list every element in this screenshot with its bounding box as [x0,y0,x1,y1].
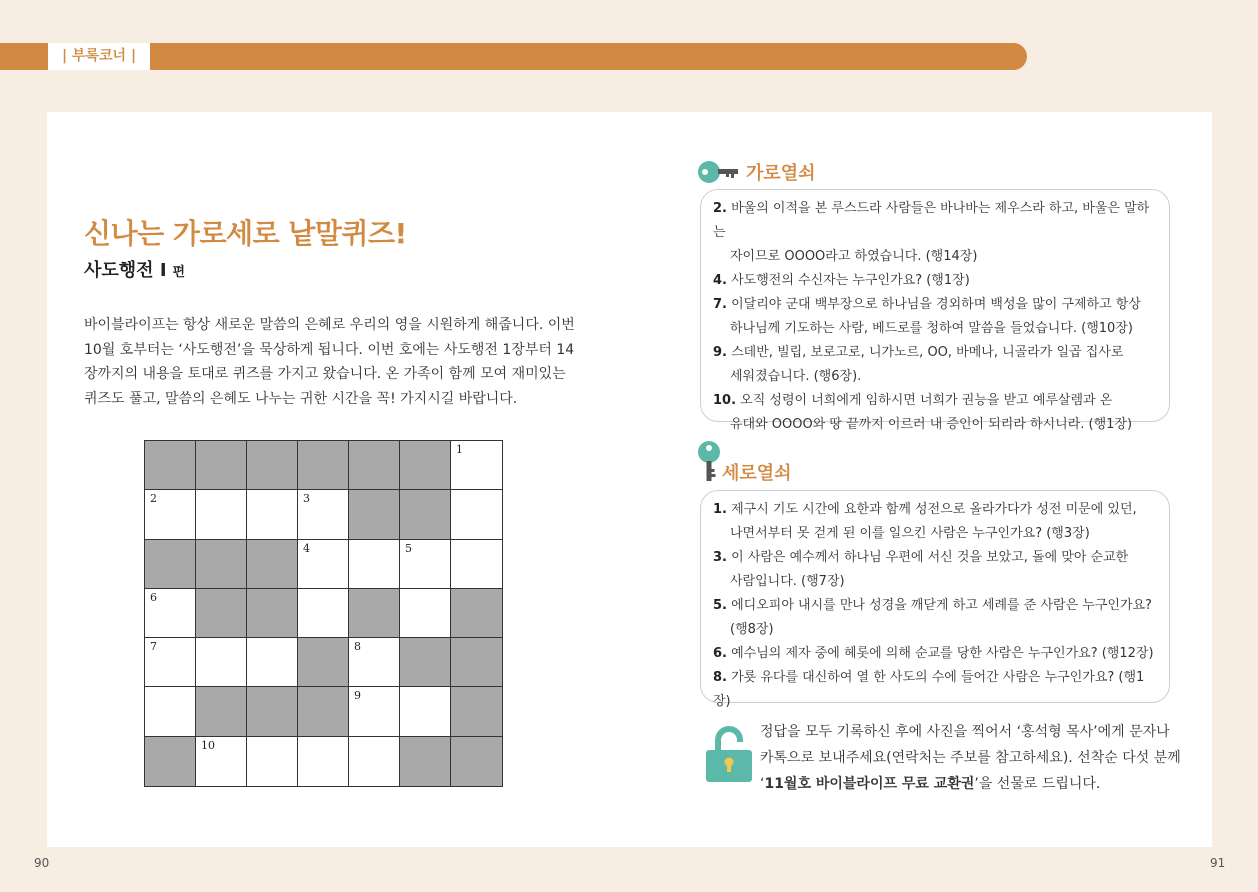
crossword-cell[interactable] [247,638,298,687]
crossword-cell[interactable] [349,687,400,736]
clue-number: 1. [713,502,727,517]
down-heading: 세로열쇠 [722,463,792,484]
crossword-block-cell [349,490,400,539]
across-clue [713,197,1159,269]
clue-number: 6. [713,646,727,661]
crossword-cell[interactable] [451,441,502,490]
crossword-cell[interactable] [196,638,247,687]
crossword-cell[interactable] [298,589,349,638]
across-clue [713,293,1159,341]
page-number-left: 90 [34,856,50,870]
prize-quote-open: ‘ [760,776,765,792]
clue-text: 가룟 유다를 대신하여 열 한 사도의 수에 들어간 사람은 누구인가요? (행1장) [713,670,1145,709]
across-clue [713,341,1159,389]
across-heading: 가로열쇠 [746,163,816,184]
crossword-block-cell [298,687,349,736]
clue-number: 5. [713,598,727,613]
cell-number: 3 [303,492,310,506]
crossword-cell[interactable] [349,540,400,589]
clue-number: 9. [713,345,727,360]
crossword-cell[interactable] [145,490,196,539]
crossword-cell[interactable] [145,638,196,687]
clue-text: 오직 성령이 너희에게 임하시면 너희가 권능을 받고 예루살렘과 온 [740,393,1113,408]
crossword-block-cell [400,441,451,490]
cell-number: 6 [150,590,157,604]
key-icon [697,160,741,184]
clue-text: 사도행전의 수신자는 누구인가요? (행1장) [731,273,970,288]
intro-paragraph [84,313,574,411]
crossword-block-cell [451,687,502,736]
cell-number: 1 [456,443,463,456]
crossword-block-cell [196,687,247,736]
down-clue [713,546,1159,594]
clue-number: 3. [713,550,727,565]
crossword-cell[interactable] [298,737,349,786]
crossword-block-cell [451,737,502,786]
crossword-cell[interactable] [145,589,196,638]
clue-number: 8. [713,670,727,685]
crossword-block-cell [247,687,298,736]
cell-number: 4 [303,541,310,555]
clue-text: 예수님의 제자 중에 헤롯에 의해 순교를 당한 사람은 누구인가요? (행12장) [731,646,1154,661]
clue-number: 2. [713,201,727,216]
crossword-cell[interactable] [400,589,451,638]
down-clue [713,594,1159,642]
crossword-block-cell [196,441,247,490]
crossword-block-cell [145,540,196,589]
intro-line: 퀴즈도 풀고, 말씀의 은혜도 나누는 귀한 시간을 꼭! 가지시길 바랍니다. [84,390,518,407]
subtitle-main: 사도행전 Ⅰ [84,260,167,281]
page-title: 신나는 가로세로 낱말퀴즈! [84,217,407,250]
clue-number: 4. [713,273,727,288]
cell-number: 7 [150,640,157,654]
crossword-cell[interactable] [451,540,502,589]
prize-line: 카톡으로 보내주세요(연락처는 주보를 참고하세요). 선착순 다섯 분께 [760,750,1181,766]
down-clue [713,642,1159,666]
prize-highlight: 11월호 바이블라이프 무료 교환권 [764,776,975,792]
prize-line [760,771,1190,797]
section-tag: | 부록코너 | [48,43,150,70]
crossword-block-cell [349,441,400,490]
crossword-cell[interactable] [196,737,247,786]
crossword-block-cell [451,638,502,687]
page-number-right: 91 [1210,856,1226,870]
cell-number: 8 [354,640,361,654]
clue-text: 세워졌습니다. (행6장). [730,369,862,384]
crossword-block-cell [196,589,247,638]
crossword-cell[interactable] [349,638,400,687]
clue-number: 10. [713,393,737,408]
crossword-block-cell [298,638,349,687]
crossword-block-cell [349,589,400,638]
cell-number: 9 [354,689,361,703]
crossword-grid [144,440,503,787]
crossword-block-cell [451,589,502,638]
crossword-block-cell [400,638,451,687]
cell-number: 5 [405,541,412,555]
crossword-block-cell [196,540,247,589]
down-clues-box [700,490,1170,709]
clue-text: 스데반, 빌립, 보로고로, 니가노르, OO, 바메나, 니골라가 일곱 집사로 [731,345,1124,360]
prize-notice [760,719,1190,797]
across-clues-box [700,189,1170,432]
crossword-cell[interactable] [400,540,451,589]
across-clue [713,389,1159,437]
crossword-block-cell [247,540,298,589]
crossword-cell[interactable] [247,737,298,786]
down-clue [713,498,1159,546]
crossword-block-cell [145,737,196,786]
unlocked-padlock-icon [704,726,754,784]
crossword-cell[interactable] [349,737,400,786]
crossword-block-cell [247,589,298,638]
clue-number: 7. [713,297,727,312]
clue-text: 제구시 기도 시간에 요한과 함께 성전으로 올라가다가 성전 미문에 있던, [731,502,1137,517]
clue-text: 에디오피아 내시를 만나 성경을 깨닫게 하고 세례를 준 사람은 누구인가요? [731,598,1152,613]
clue-text: 이 사람은 예수께서 하나님 우편에 서신 것을 보았고, 돌에 맞아 순교한 [731,550,1129,565]
intro-line: 장까지의 내용을 토대로 퀴즈를 가지고 왔습니다. 온 가족이 함께 모여 재미있는 [84,366,566,382]
crossword-block-cell [400,490,451,539]
crossword-cell[interactable] [451,490,502,539]
header-bar [0,43,1027,70]
clue-text: (행8장) [730,622,774,637]
page-subtitle [84,256,185,282]
intro-line: 10월 호부터는 ‘사도행전’을 묵상하게 됩니다. 이번 호에는 사도행전 1장부터 14 [84,341,575,358]
crossword-cell[interactable] [247,490,298,539]
subtitle-suffix: 편 [172,265,186,280]
crossword-cell[interactable] [298,490,349,539]
crossword-cell[interactable] [400,687,451,736]
crossword-cell[interactable] [298,540,349,589]
clue-text: 하나님께 기도하는 사람, 베드로를 청하여 말씀을 들었습니다. (행10장) [730,321,1133,336]
clue-text: 바울의 이적을 본 루스드라 사람들은 바나바는 제우스라 하고, 바울은 말하는 [713,201,1150,240]
prize-line: 정답을 모두 기록하신 후에 사진을 찍어서 ‘홍석형 목사’에게 문자나 [760,724,1170,740]
cell-number: 10 [201,738,215,752]
clue-text: 유대와 OOOO와 땅 끝까지 이르러 내 증인이 되리라 하시니라. (행1장) [730,417,1133,432]
crossword-cell[interactable] [196,490,247,539]
across-clue [713,269,1159,293]
clue-text: 자이므로 OOOO라고 하였습니다. (행14장) [730,249,978,264]
crossword-block-cell [298,441,349,490]
down-clue [713,666,1159,714]
intro-line: 바이블라이프는 항상 새로운 말씀의 은혜로 우리의 영을 시원하게 해줍니다. 이번 [84,317,575,333]
clue-text: 사람입니다. (행7장) [730,574,845,589]
cell-number: 2 [150,492,157,506]
crossword-block-cell [400,737,451,786]
crossword-block-cell [145,441,196,490]
crossword-cell[interactable] [145,687,196,736]
crossword-block-cell [247,441,298,490]
clue-text: 이달리야 군대 백부장으로 하나님을 경외하며 백성을 많이 구제하고 항상 [731,297,1141,312]
clue-text: 나면서부터 못 걷게 된 이를 일으킨 사람은 누구인가요? (행3장) [730,526,1090,541]
key-icon [697,440,721,482]
prize-line-end: ’을 선물로 드립니다. [974,776,1101,792]
